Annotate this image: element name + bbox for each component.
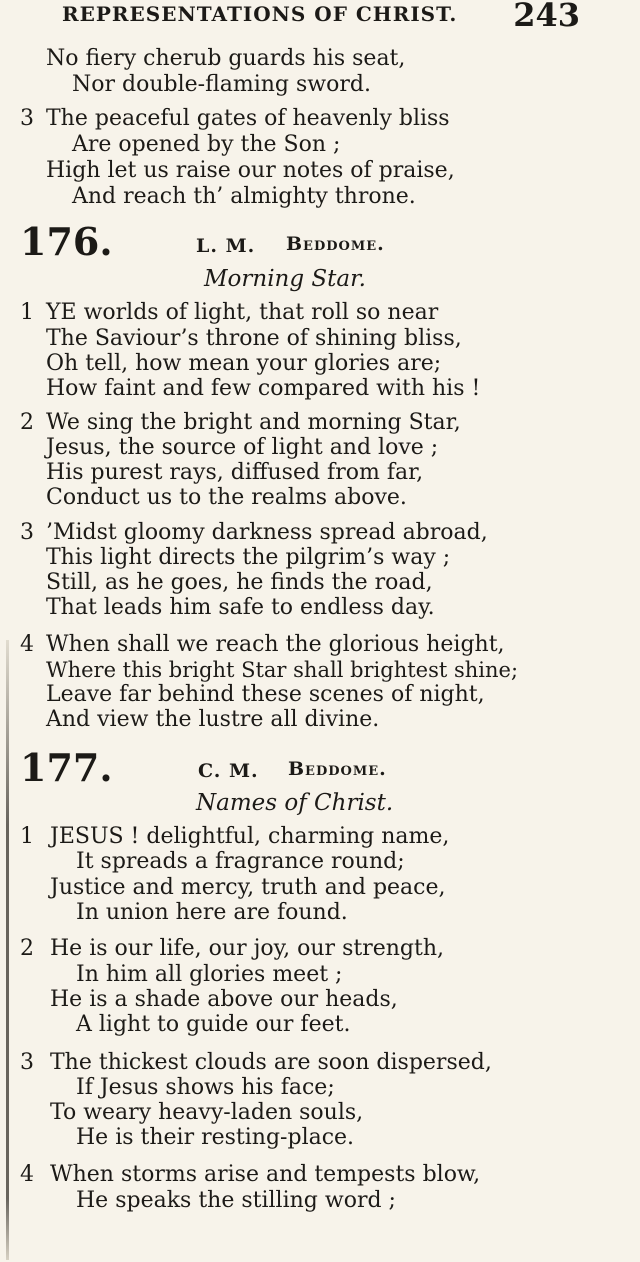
- verse-line: When storms arise and tempests blow,: [50, 1162, 481, 1187]
- stanza-number: 2: [20, 936, 34, 961]
- hymn-title: Morning Star.: [204, 266, 366, 292]
- stanza-number: 4: [20, 632, 34, 657]
- page-number: 243: [513, 0, 580, 34]
- page-edge-shadow: [6, 640, 9, 1260]
- verse-line: The peaceful gates of heavenly bliss: [46, 106, 450, 131]
- verse-line: High let us raise our notes of praise,: [46, 158, 455, 183]
- verse-line: He speaks the stilling word ;: [76, 1188, 396, 1213]
- hymn-meter: C. M.: [198, 760, 259, 782]
- verse-line: Conduct us to the realms above.: [46, 485, 407, 510]
- verse-line: Jesus, the source of light and love ;: [46, 435, 439, 460]
- verse-line: To weary heavy-laden souls,: [50, 1100, 364, 1125]
- stanza-number: 3: [20, 1050, 34, 1075]
- stanza-number: 1: [20, 824, 34, 849]
- verse-line: ’Midst gloomy darkness spread abroad,: [46, 520, 488, 545]
- verse-line: He is our life, our joy, our strength,: [50, 936, 444, 961]
- verse-line: Oh tell, how mean your glories are;: [46, 351, 442, 376]
- hymn-meter: L. M.: [196, 235, 256, 257]
- verse-line: It spreads a fragrance round;: [76, 849, 405, 874]
- stanza-number: 1: [20, 300, 34, 325]
- hymn-author: Beddome.: [286, 233, 385, 255]
- verse-line: No fiery cherub guards his seat,: [46, 46, 406, 71]
- stanza-number: 4: [20, 1162, 34, 1187]
- stanza-number: 3: [20, 520, 34, 545]
- verse-line: Justice and mercy, truth and peace,: [50, 875, 446, 900]
- verse-line: When shall we reach the glorious height,: [46, 632, 505, 657]
- running-head: REPRESENTATIONS OF CHRIST.: [62, 2, 458, 26]
- verse-line: That leads him safe to endless day.: [46, 595, 435, 620]
- verse-line: A light to guide our feet.: [76, 1012, 351, 1037]
- verse-line: In union here are found.: [76, 900, 348, 925]
- verse-line: And reach th’ almighty throne.: [72, 184, 416, 209]
- verse-line: He is their resting-place.: [76, 1125, 355, 1150]
- verse-line: If Jesus shows his face;: [76, 1075, 335, 1100]
- verse-line: How faint and few compared with his !: [46, 376, 481, 401]
- hymn-number: 176.: [20, 219, 113, 264]
- verse-line: Are opened by the Son ;: [72, 132, 341, 157]
- verse-line: This light directs the pilgrim’s way ;: [46, 545, 451, 570]
- verse-line: Leave far behind these scenes of night,: [46, 682, 485, 707]
- verse-line: Nor double-flaming sword.: [72, 72, 371, 97]
- verse-line: He is a shade above our heads,: [50, 987, 398, 1012]
- verse-line: Still, as he goes, he finds the road,: [46, 570, 433, 595]
- verse-line: Where this bright Star shall brightest shine;: [46, 658, 519, 682]
- verse-line: The Saviour’s throne of shining bliss,: [46, 326, 462, 351]
- verse-line: YE worlds of light, that roll so near: [46, 300, 439, 325]
- hymn-number: 177.: [20, 745, 113, 790]
- verse-line: In him all glories meet ;: [76, 962, 343, 987]
- verse-line: We sing the bright and morning Star,: [46, 410, 461, 435]
- verse-line: His purest rays, diffused from far,: [46, 460, 424, 485]
- verse-line: JESUS ! delightful, charming name,: [50, 824, 450, 849]
- verse-line: And view the lustre all divine.: [46, 707, 380, 732]
- hymn-title: Names of Christ.: [196, 790, 394, 816]
- stanza-number: 3: [20, 106, 34, 131]
- hymn-author: Beddome.: [288, 758, 387, 780]
- stanza-number: 2: [20, 410, 34, 435]
- verse-line: The thickest clouds are soon dispersed,: [50, 1050, 492, 1075]
